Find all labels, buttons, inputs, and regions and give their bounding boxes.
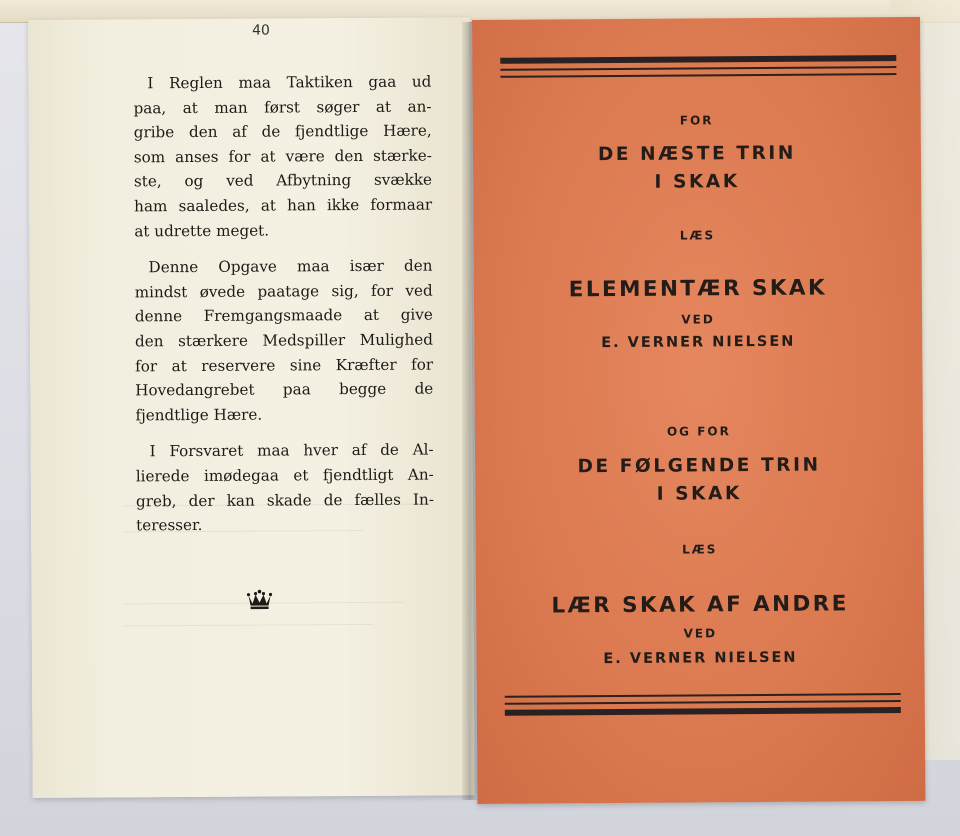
text-line: ham saaledes, at han ikke formaar xyxy=(134,195,433,216)
text-line: ste, og ved Afbytning svække xyxy=(133,170,433,191)
paragraph-1 xyxy=(133,70,432,244)
title-2-line-1: DE FØLGENDE TRIN xyxy=(577,454,821,478)
and-for-label: OG FOR xyxy=(666,424,731,439)
top-rules xyxy=(500,55,896,83)
title-2-line-2: I SKAK xyxy=(656,483,743,505)
text-line: gribe den af de fjendtlige Hære, xyxy=(133,121,432,142)
title-1-line-1: DE NÆSTE TRIN xyxy=(597,142,797,166)
text-line: I Forsvaret maa hver af de Al- xyxy=(149,440,434,461)
body-text xyxy=(133,70,434,550)
for-label: FOR xyxy=(679,113,714,128)
rule-line xyxy=(505,693,901,698)
text-line: Denne Opgave maa især den xyxy=(148,256,433,277)
rule-line xyxy=(500,66,896,71)
by-label-2: VED xyxy=(683,626,718,641)
text-line: greb, der kan skade de fælles In- xyxy=(135,490,434,510)
paragraph-3 xyxy=(136,438,435,538)
book-title-1: ELEMENTÆR SKAK xyxy=(568,275,828,303)
show-through xyxy=(124,624,374,627)
page-number: 40 xyxy=(252,22,270,39)
author-2: E. VERNER NIELSEN xyxy=(603,649,798,668)
bottom-rules xyxy=(505,693,901,721)
text-line: fjendtlige Hære. xyxy=(135,405,263,425)
rule-line xyxy=(500,55,896,64)
text-line: teresser. xyxy=(136,516,203,535)
read-label-2: LÆS xyxy=(681,542,718,557)
crown-icon xyxy=(246,589,272,611)
paragraph-2 xyxy=(134,254,433,428)
by-label-1: VED xyxy=(681,312,715,327)
rule-line xyxy=(505,707,901,716)
text-line: I Reglen maa Taktiken gaa ud xyxy=(147,72,432,93)
rule-line xyxy=(505,700,901,705)
text-line: Hovedangrebet paa begge de xyxy=(135,379,434,400)
rule-line xyxy=(500,73,896,78)
text-line: for at reservere sine Kræfter for xyxy=(135,355,434,375)
right-page xyxy=(472,17,925,804)
text-line: mindst øvede paatage sig, for ved xyxy=(134,281,433,302)
text-line: denne Fremgangsmaade at give xyxy=(134,305,433,326)
read-label-1: LÆS xyxy=(679,228,716,243)
text-line: lierede imødegaa et fjendtligt An- xyxy=(135,465,434,486)
text-line: at udrette meget. xyxy=(134,221,270,240)
text-line: den stærkere Medspiller Mulighed xyxy=(134,330,434,351)
text-line: som anses for at være den stærke- xyxy=(133,146,432,167)
title-1-line-2: I SKAK xyxy=(654,171,740,193)
text-line: paa, at man først søger at an- xyxy=(133,97,432,117)
author-1: E. VERNER NIELSEN xyxy=(601,333,796,352)
book-title-2: LÆR SKAK AF ANDRE xyxy=(551,591,849,619)
left-page xyxy=(28,17,475,798)
